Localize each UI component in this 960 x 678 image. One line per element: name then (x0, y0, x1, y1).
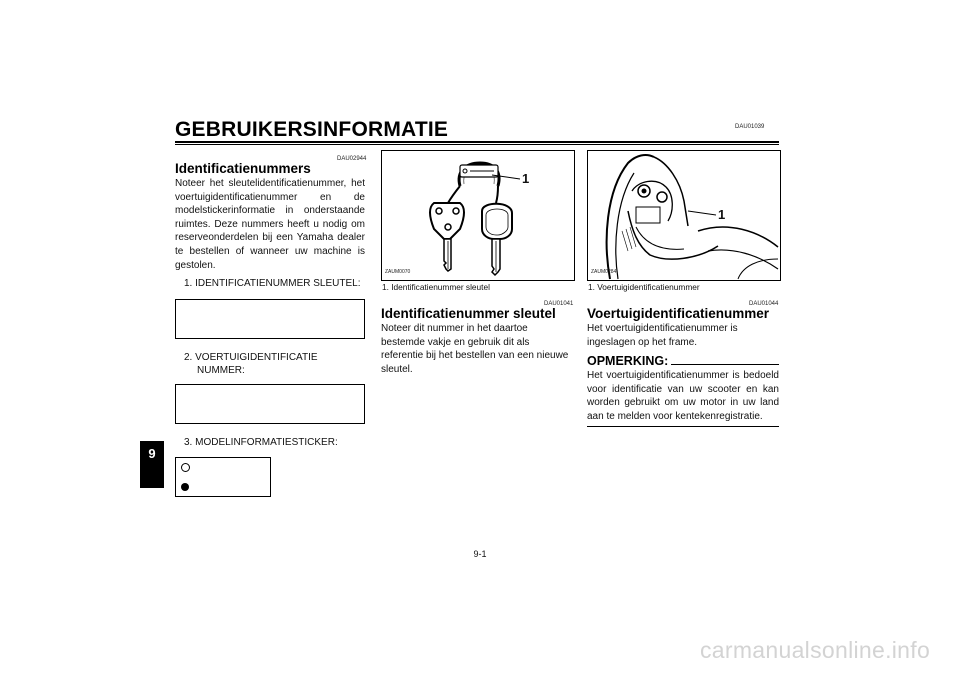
note-heading-row (587, 354, 779, 368)
section-heading-vin: Voertuigidentificatienummer (587, 306, 770, 321)
left-section-code: DAU02944 (337, 156, 367, 162)
left-paragraph: Noteer het sleutelidentificatienummer, het voertuigidentificatienummer en de modelstickerinformatie in onderstaande ruimtes. Deze nummers heeft u nodig om reserveonderdelen bij een Yamaha dealer te bestellen of wanneer uw machine is gestolen. (175, 178, 365, 271)
model-sticker-field[interactable] (175, 457, 271, 497)
title-rule-thin (175, 144, 779, 145)
circle-outline-icon (181, 463, 190, 472)
right-section-code: DAU01044 (749, 301, 779, 307)
figure-caption-key: 1. Identificatienummer sleutel (382, 282, 490, 292)
page-number: 9-1 (473, 549, 487, 559)
key-illustration (382, 151, 574, 280)
section-heading-identificatienummers: Identificatienummers (175, 161, 311, 176)
note-paragraph: Het voertuigidentificatienummer is bedoeld voor identificatie van uw scooter en kan worden gebruikt om uw motor in uw land aan te melden voor kentekenregistratie. (587, 370, 779, 422)
title-rule (175, 141, 779, 143)
frame-illustration (588, 151, 780, 280)
header-code: DAU01039 (735, 124, 765, 130)
list-item-key-number: 1. IDENTIFICATIENUMMER SLEUTEL: (184, 278, 361, 289)
right-paragraph: Het voertuigidentificatienummer is ingeslagen op het frame. (587, 323, 738, 348)
middle-paragraph: Noteer dit nummer in het daartoe bestemde vakje en gebruik dit als referentie bij het bestellen van een nieuwe sleutel. (381, 323, 569, 375)
figure-code: ZAUM0070 (385, 269, 411, 275)
note-block (587, 354, 779, 427)
list-item-vin-line2: NUMMER: (197, 365, 245, 376)
figure-callout-1: 1 (522, 171, 530, 186)
note-heading-rule (671, 364, 779, 365)
list-item-vin-line1: 2. VOERTUIGIDENTIFICATIE (184, 352, 318, 363)
page-title: GEBRUIKERSINFORMATIE (175, 118, 449, 141)
chapter-tab: 9 (140, 441, 164, 488)
figure-caption-vin: 1. Voertuigidentificatienummer (588, 282, 700, 292)
vin-number-field[interactable] (175, 384, 365, 424)
figure-code: ZAUM0284 (591, 269, 617, 275)
middle-section (381, 306, 574, 376)
watermark[interactable]: carmanualsonline.info (700, 637, 931, 663)
section-heading-key-number: Identificatienummer sleutel (381, 306, 556, 321)
key-number-field[interactable] (175, 299, 365, 339)
key-figure (381, 150, 575, 281)
left-section (175, 161, 365, 272)
middle-section-code: DAU01041 (544, 301, 574, 307)
vin-figure (587, 150, 781, 281)
right-section (587, 306, 779, 349)
note-bottom-rule (587, 426, 779, 427)
figure-callout-1: 1 (718, 207, 726, 222)
note-heading: OPMERKING: (587, 354, 669, 368)
list-item-model-sticker: 3. MODELINFORMATIESTICKER: (184, 437, 338, 448)
circle-filled-icon (181, 483, 189, 491)
